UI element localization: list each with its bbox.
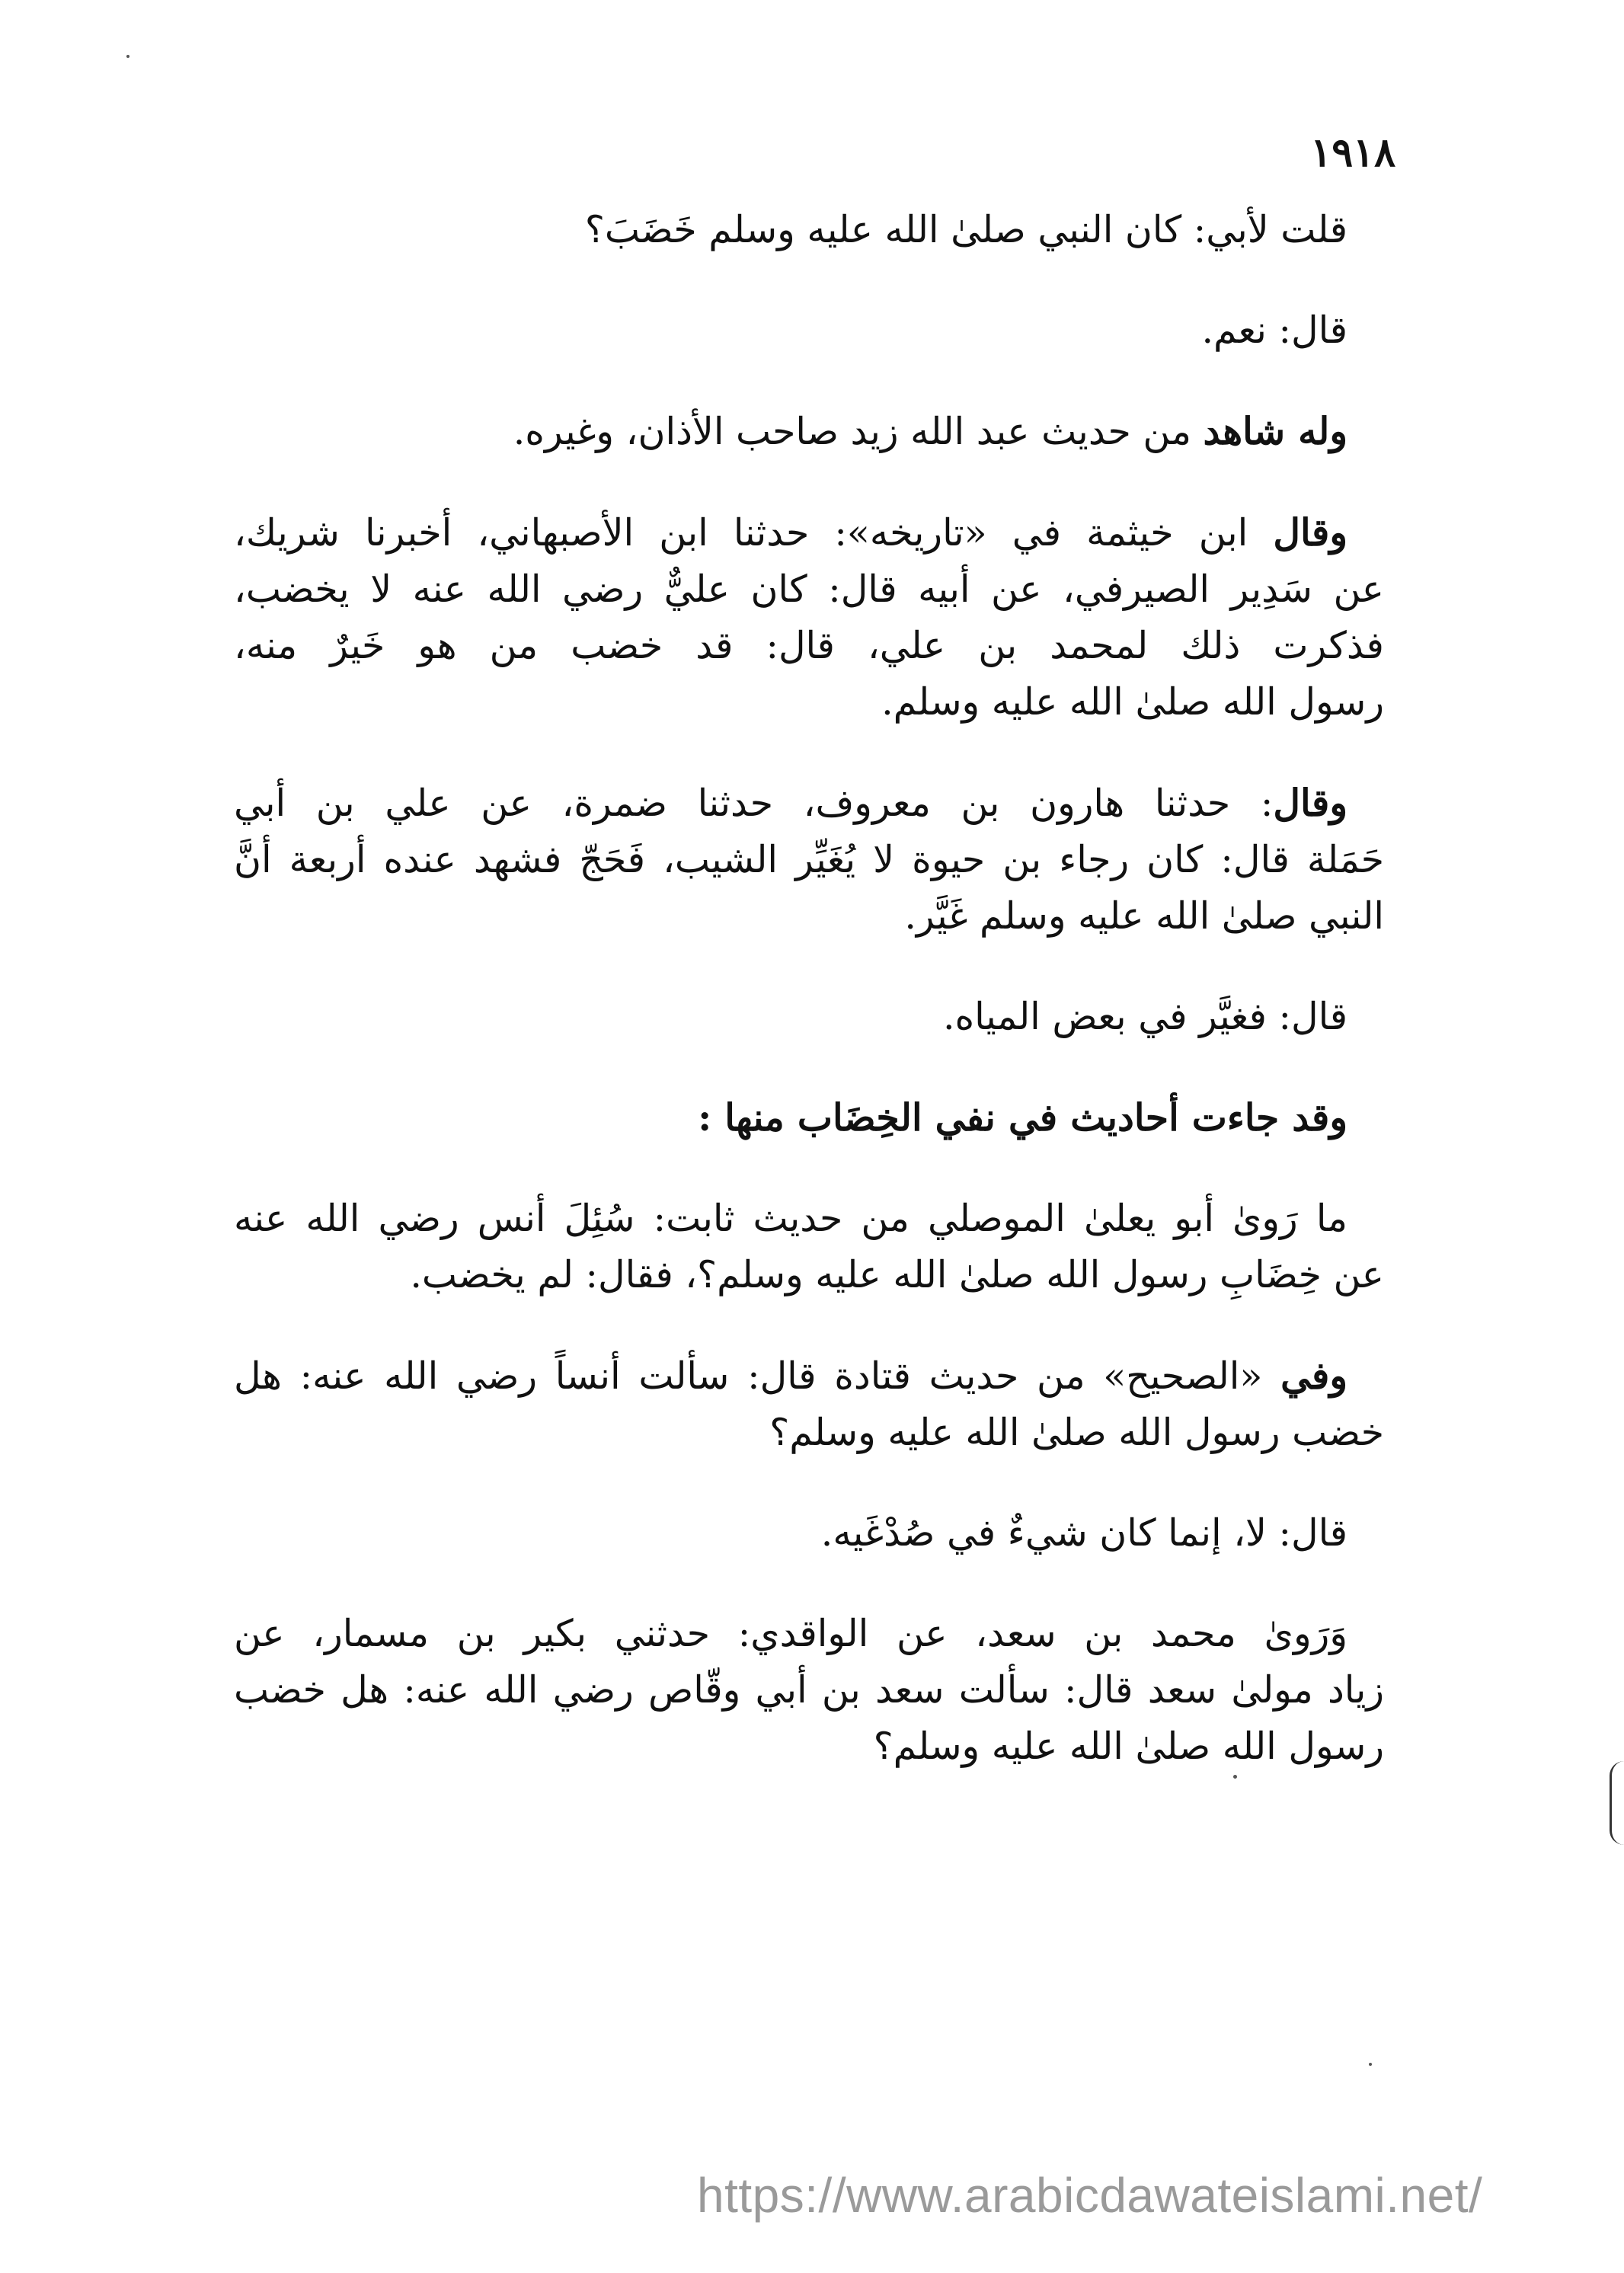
scan-speck xyxy=(1369,2063,1372,2066)
paragraph-10 xyxy=(234,1505,1384,1562)
scan-speck xyxy=(126,55,129,58)
footer-url: https://www.arabicdawateislami.net/ xyxy=(697,2168,1483,2223)
paragraph-11 xyxy=(234,1606,1384,1775)
paragraph-lead: وله شاهد xyxy=(1203,409,1347,453)
text-line xyxy=(234,1347,1384,1405)
paragraph-lead: وقد جاءت أحاديث في نفي الخِضَاب منها : xyxy=(698,1095,1347,1140)
line-text: من حديث عبد الله زيد صاحب الأذان، وغيره. xyxy=(513,410,1204,453)
text-line: خضب رسول الله صلىٰ الله عليه وسلم؟ xyxy=(769,1411,1384,1454)
text-line: النبي صلىٰ الله عليه وسلم غَيَّر. xyxy=(904,894,1384,938)
text-line xyxy=(234,775,1384,832)
paragraph-1 xyxy=(234,202,1384,258)
line-text: : حدثنا هارون بن معروف، حدثنا ضمرة، عن علي بن أبي xyxy=(234,782,1274,825)
paragraph-8 xyxy=(234,1191,1384,1303)
text-line: قال: نعم. xyxy=(1201,309,1347,352)
paragraph-6 xyxy=(234,989,1384,1045)
text-line xyxy=(234,504,1384,561)
text-line xyxy=(234,1089,1384,1146)
paragraph-lead: وقال xyxy=(1273,510,1347,555)
page-number: ١٩١٨ xyxy=(1310,129,1395,176)
paragraph-7 xyxy=(234,1089,1384,1146)
main-text xyxy=(234,202,1384,1819)
paragraph-3 xyxy=(234,403,1384,460)
paragraph-4 xyxy=(234,504,1384,730)
paragraph-2 xyxy=(234,302,1384,359)
text-line: وَرَوىٰ محمد بن سعد، عن الواقدي: حدثني بكير بن مسمار، عن xyxy=(234,1612,1347,1655)
text-line: قال: فغيَّر في بعض المياه. xyxy=(942,995,1347,1038)
scan-edge-mark xyxy=(1610,1761,1624,1845)
line-text: ابن خيثمة في «تاريخه»: حدثنا ابن الأصبهاني، أخبرنا شريك، xyxy=(234,511,1274,555)
text-line: قال: لا، إنما كان شيءٌ في صُدْغَيه. xyxy=(820,1511,1347,1555)
paragraph-lead: وقال xyxy=(1273,781,1347,825)
paragraph-9 xyxy=(234,1347,1384,1461)
text-line: حَمَلة قال: كان رجاء بن حيوة لا يُغَيِّر الشيب، فَحَجّ فشهد عنده أربعة أنَّ xyxy=(234,838,1384,881)
text-line: قلت لأبي: كان النبي صلىٰ الله عليه وسلم خَضَبَ؟ xyxy=(584,208,1347,251)
text-line: عن خِضَابِ رسول الله صلىٰ الله عليه وسلم؟، فقال: لم يخضب. xyxy=(410,1253,1384,1296)
text-line: زياد مولىٰ سعد قال: سألت سعد بن أبي وقّاص رضي الله عنه: هل خضب xyxy=(234,1668,1384,1712)
text-line: رسول الله صلىٰ الله عليه وسلم. xyxy=(881,680,1384,724)
scan-speck xyxy=(1233,1775,1237,1779)
text-line: فذكرت ذلك لمحمد بن علي، قال: قد خضب من هو خَيرٌ منه، xyxy=(234,624,1384,667)
text-line: رسول الله صلىٰ الله عليه وسلم؟ xyxy=(873,1725,1384,1768)
text-line: ما رَوىٰ أبو يعلىٰ الموصلي من حديث ثابت: سُئِلَ أنس رضي الله عنه xyxy=(234,1197,1347,1240)
text-line: عن سَدِير الصيرفي، عن أبيه قال: كان عليٌّ رضي الله عنه لا يخضب، xyxy=(234,567,1384,611)
paragraph-lead: وفي xyxy=(1280,1354,1347,1398)
line-text: «الصحيح» من حديث قتادة قال: سألت أنساً رضي الله عنه: هل xyxy=(234,1354,1281,1398)
paragraph-5 xyxy=(234,775,1384,945)
text-line xyxy=(234,403,1384,460)
